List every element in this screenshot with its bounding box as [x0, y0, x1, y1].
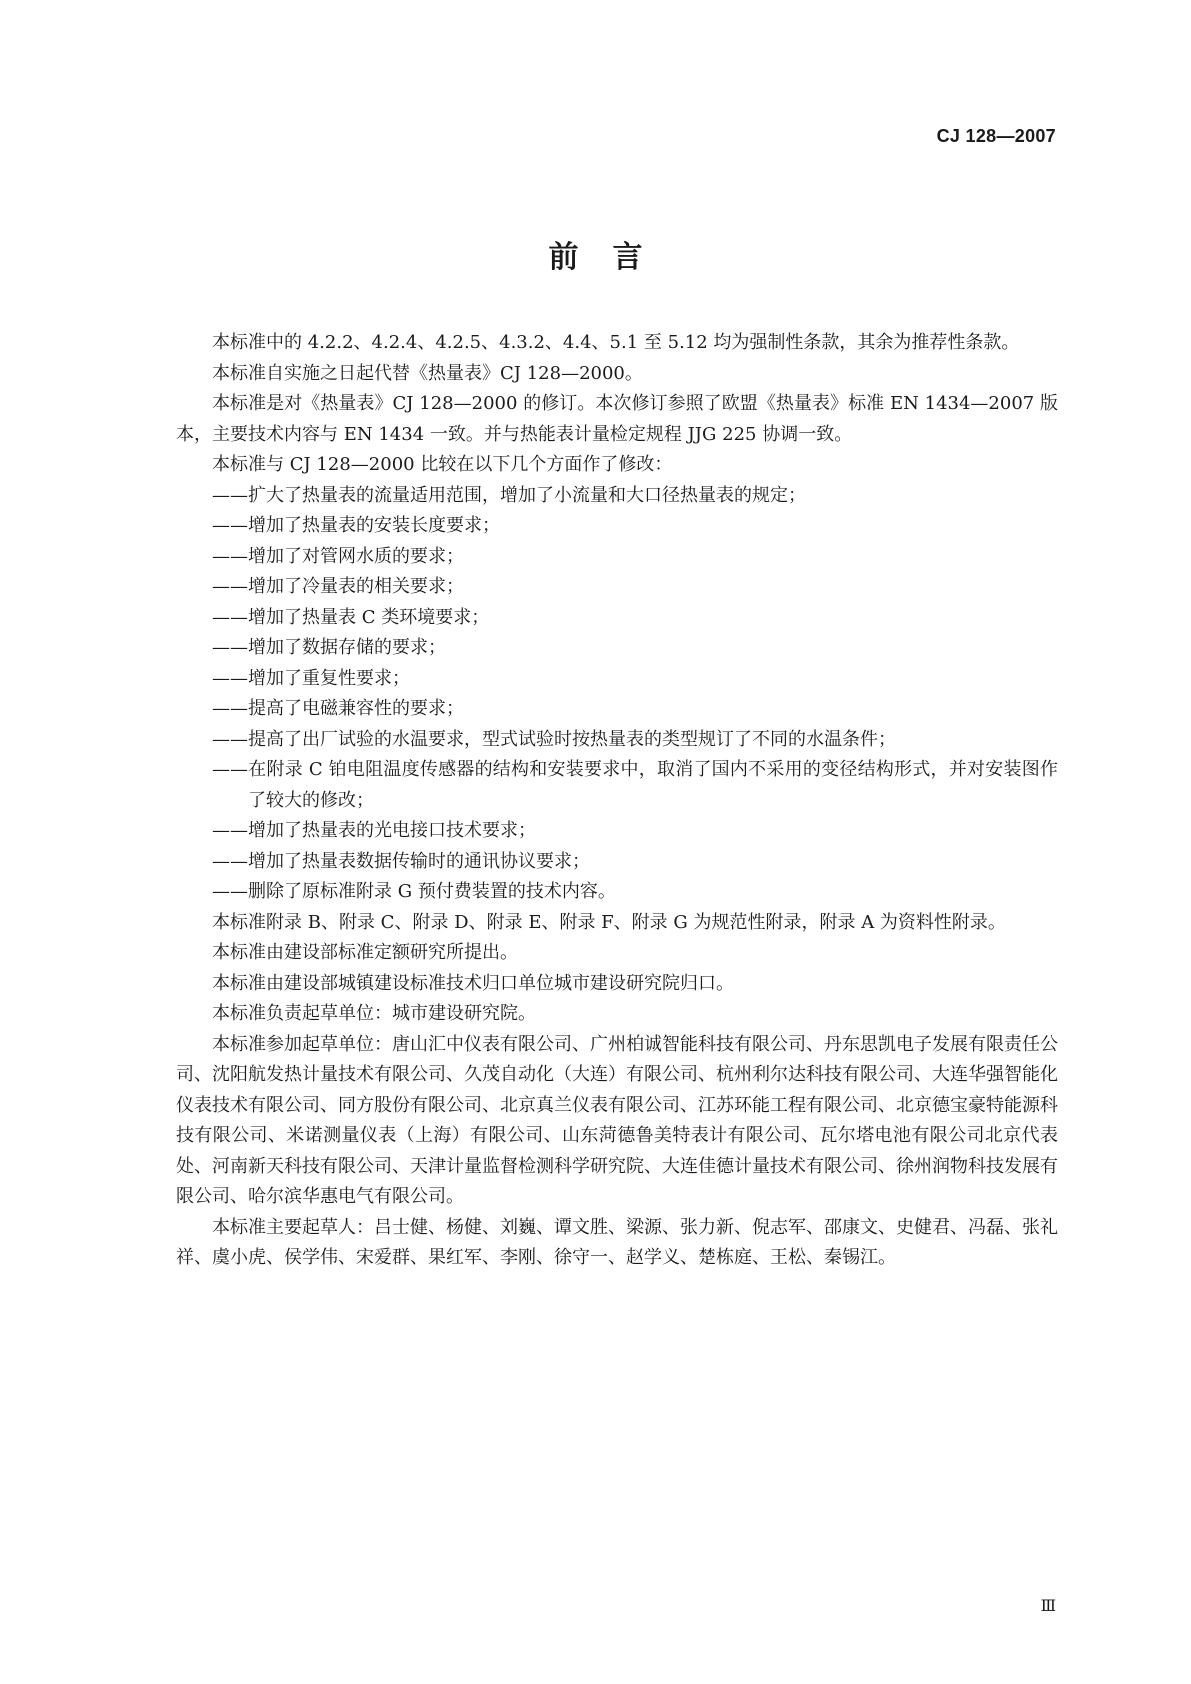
paragraph-changes-intro: 本标准与 CJ 128—2000 比较在以下几个方面作了修改： — [212, 454, 673, 475]
standard-code: CJ 128—2007 — [936, 126, 1056, 146]
paragraph-appendices: 本标准附录 B、附录 C、附录 D、附录 E、附录 F、附录 G 为规范性附录，附录 A 为资料性附录。 — [212, 911, 1006, 933]
list-item: ——增加了数据存储的要求； — [212, 637, 446, 658]
paragraph-main-drafters: 本标准主要起草人：吕士健、杨健、刘巍、谭文胜、梁源、张力新、倪志军、邵康文、史健君、冯磊、张礼祥、虞小虎、侯学伟、宋爱群、果红军、李刚、徐守一、赵学义、楚栋庭、王松、秦锡江。 — [176, 1216, 1058, 1268]
list-item: ——增加了重复性要求； — [212, 667, 410, 689]
list-item: ——扩大了热量表的流量适用范围，增加了小流量和大口径热量表的规定； — [212, 484, 806, 506]
list-item: ——增加了热量表的光电接口技术要求； — [212, 820, 536, 841]
paragraph-proposed-by: 本标准由建设部标准定额研究所提出。 — [212, 942, 518, 963]
list-item: ——增加了对管网水质的要求； — [212, 545, 464, 567]
list-item: ——增加了热量表 C 类环境要求； — [212, 606, 490, 628]
paragraph-managed-by: 本标准由建设部城镇建设标准技术归口单位城市建设研究院归口。 — [212, 972, 734, 994]
paragraph-mandatory-clauses: 本标准中的 4.2.2、4.2.4、4.2.5、4.3.2、4.4、5.1 至 5.12 均为强制性条款，其余为推荐性条款。 — [212, 332, 1020, 353]
list-item: ——在附录 C 铂电阻温度传感器的结构和安装要求中，取消了国内不采用的变径结构形式，并对安装图作了较大的修改； — [212, 759, 1058, 811]
paragraph-participating-drafters: 本标准参加起草单位：唐山汇中仪表有限公司、广州柏诚智能科技有限公司、丹东思凯电子发展有限责任公司、沈阳航发热计量技术有限公司、久茂自动化（大连）有限公司、杭州利尔达科技有限公司、大连华强智能化仪表技术有限公司、同方股份有限公司、北京真兰仪表有限公司、江苏环能工程有限公司、北京德宝豪特能源科技有限公司、米诺测量仪表（上海）有限公司、山东菏德鲁美特表计有限公司、瓦尔塔电池有限公司北京代表处、河南新天科技有限公司、天津计量监督检测科学研究院、大连佳德计量技术有限公司、徐州润物科技发展有限公司、哈尔滨华惠电气有限公司。 — [176, 1033, 1058, 1207]
document-body — [176, 328, 1058, 1274]
list-item: ——提高了出厂试验的水温要求，型式试验时按热量表的类型规订了不同的水温条件； — [212, 728, 896, 750]
list-item: ——提高了电磁兼容性的要求； — [212, 698, 464, 719]
list-item: ——增加了冷量表的相关要求； — [212, 576, 464, 597]
page-title: 前言 — [548, 240, 677, 275]
changes-list — [176, 481, 1058, 908]
paragraph-revision: 本标准是对《热量表》CJ 128—2000 的修订。本次修订参照了欧盟《热量表》标准 EN 1434—2007 版本，主要技术内容与 EN 1434 一致。并与热能表计量检定规程 JJG 225 协调一致。 — [176, 393, 1058, 445]
list-item: ——增加了热量表的安装长度要求； — [212, 515, 500, 536]
paragraph-replaces: 本标准自实施之日起代替《热量表》CJ 128—2000。 — [212, 362, 643, 384]
list-item: ——删除了原标准附录 G 预付费装置的技术内容。 — [212, 881, 616, 902]
list-item: ——增加了热量表数据传输时的通讯协议要求； — [212, 850, 590, 872]
page-number: Ⅲ — [1040, 1596, 1056, 1615]
paragraph-lead-drafter: 本标准负责起草单位：城市建设研究院。 — [212, 1003, 536, 1024]
